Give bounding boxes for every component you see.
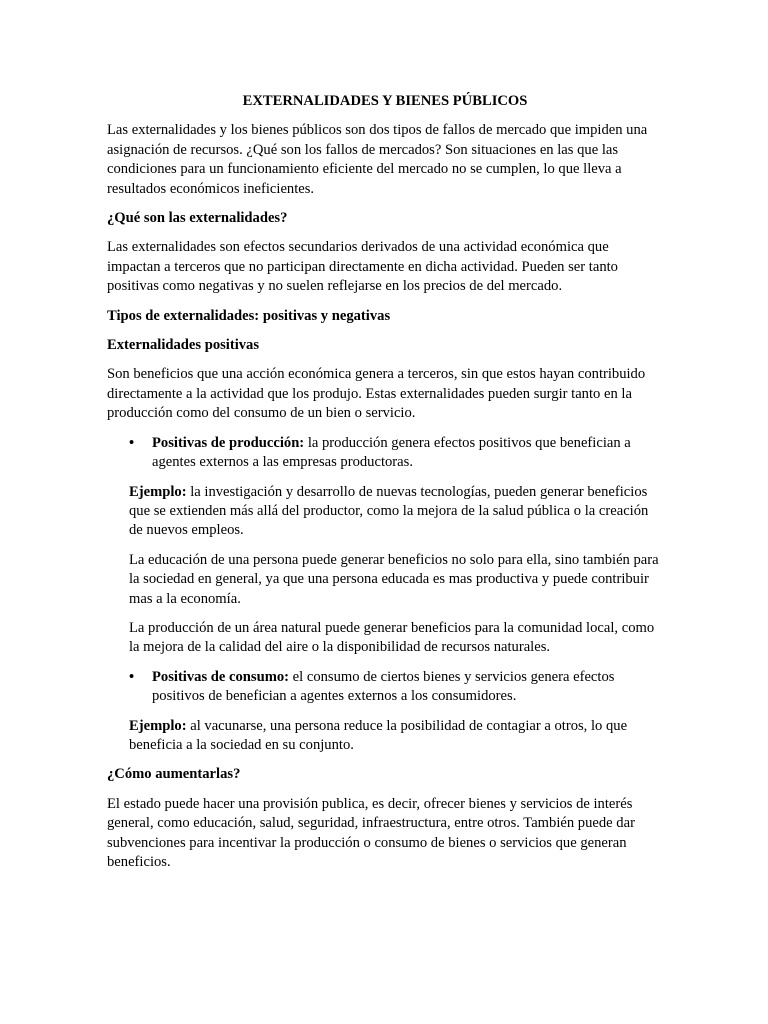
bullet-icon: • xyxy=(129,434,135,451)
bullet-item-consumo xyxy=(107,668,663,707)
heading-tipos-externalidades: Tipos de externalidades: positivas y negativas xyxy=(107,307,391,324)
aumentar-paragraph: El estado puede hacer una provisión publica, es decir, ofrecer bienes y servicios de interés general, como educación, salud, seguridad, infraestructura, entre otros. También puede dar subvenciones para incentivar la producción o consumo de bienes o servicios que generan beneficios. xyxy=(107,795,635,870)
bullet-label: Positivas de consumo: xyxy=(152,668,290,685)
heading-que-son-externalidades: ¿Qué son las externalidades? xyxy=(107,210,288,227)
ejemplo-text: al vacunarse, una persona reduce la posibilidad de contagiar a otros, lo que beneficia a la sociedad en su conjunto. xyxy=(129,717,628,753)
bullet-text: el consumo de ciertos bienes y servicios genera efectos positivos de benefician a agentes externos a los consumidores. xyxy=(152,668,615,705)
bullet-label: Positivas de producción: xyxy=(152,434,305,451)
ejemplo-label: Ejemplo: xyxy=(129,717,187,734)
ejemplo-label: Ejemplo: xyxy=(129,483,187,500)
positivas-paragraph: Son beneficios que una acción económica genera a terceros, sin que estos hayan contribuido directamente a la actividad que los produjo. Estas externalidades pueden surgir tanto en la producción como del consumo de un bien o servicio. xyxy=(107,366,646,422)
area-natural-paragraph: La producción de un área natural puede generar beneficios para la comunidad local, como la mejora de la calidad del aire o la disponibilidad de recursos naturales. xyxy=(129,619,655,656)
intro-paragraph: Las externalidades y los bienes públicos son dos tipos de fallos de mercado que impiden una asignación de recursos. ¿Qué son los fallos de mercados? Son situaciones en las que las condiciones para un funcionamiento eficiente del mercado no se cumplen, lo que lleva a resultados económicos ineficientes. xyxy=(107,122,648,197)
heading-como-aumentarlas: ¿Cómo aumentarlas? xyxy=(107,766,241,783)
heading-externalidades-positivas: Externalidades positivas xyxy=(107,337,260,354)
document-title: EXTERNALIDADES Y BIENES PÚBLICOS xyxy=(242,93,528,109)
bullet-item-produccion xyxy=(107,434,663,473)
educacion-paragraph: La educación de una persona puede generar beneficios no solo para ella, sino también para la sociedad en general, ya que una persona educada es mas productiva y puede contribuir mas a la economía. xyxy=(129,551,659,607)
bullet-icon: • xyxy=(129,668,135,685)
ejemplo-consumo xyxy=(107,717,663,756)
bullet-text: la producción genera efectos positivos que benefician a agentes externos a las empresas productoras. xyxy=(152,434,631,471)
ejemplo-produccion xyxy=(107,483,663,541)
ejemplo-text: la investigación y desarrollo de nuevas tecnologías, pueden generar beneficios que se extienden más allá del productor, como la mejora de la salud pública o la creación de nuevos empleos. xyxy=(129,483,649,539)
definition-paragraph: Las externalidades son efectos secundarios derivados de una actividad económica que impactan a terceros que no participan directamente en dicha actividad. Pueden ser tanto positivas como negativas y no suelen reflejarse en los precios de del mercado. xyxy=(107,239,618,295)
document-body xyxy=(107,92,663,882)
